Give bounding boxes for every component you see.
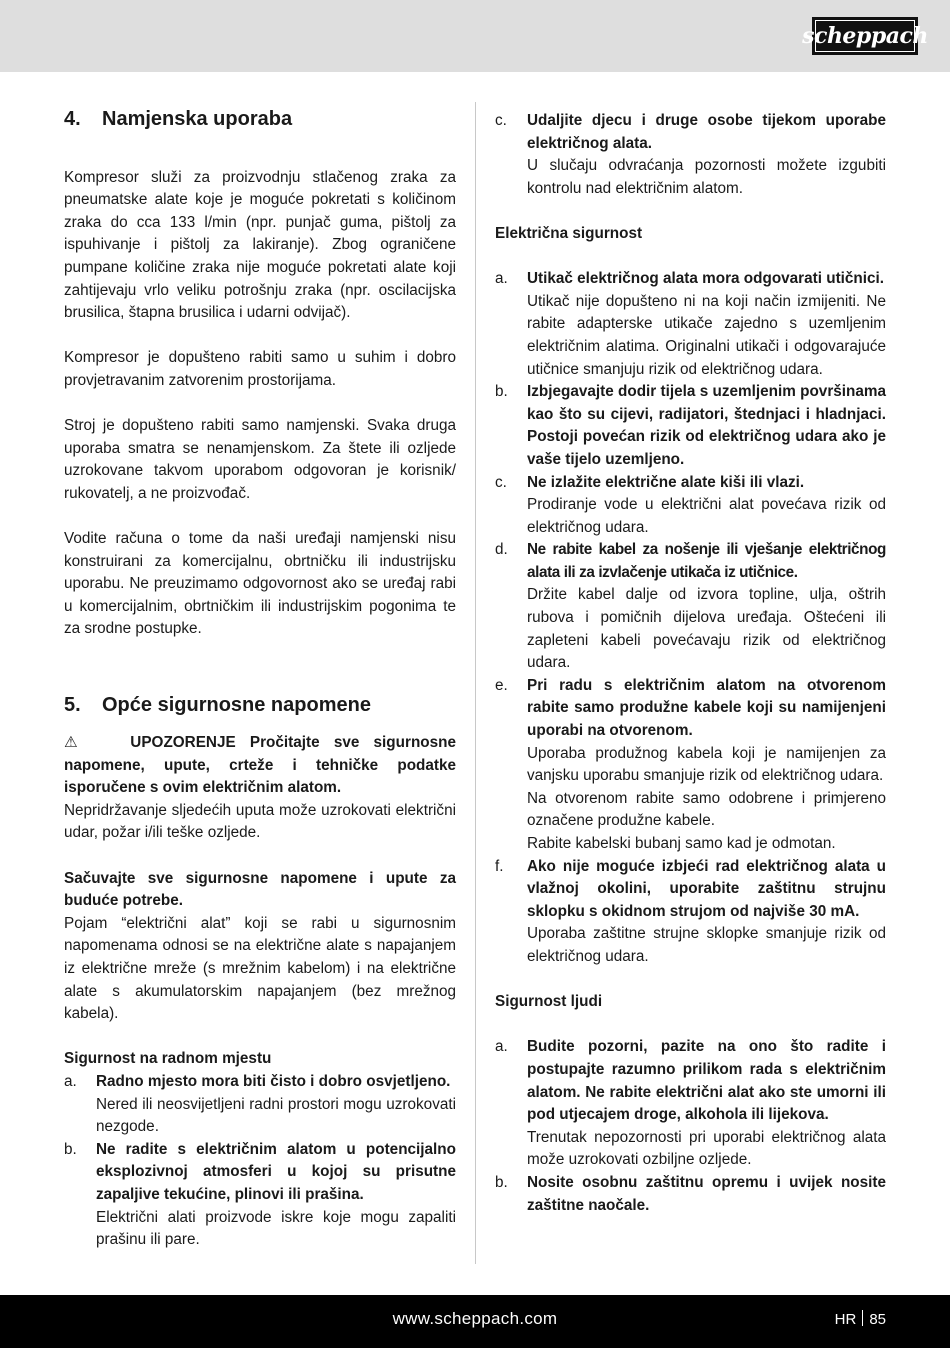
item-bold: Ako nije moguće izbjeći rad električnog alata u vlažnoj okolini, uporabite zaštitnu strujnu sklopku s okidnom strujom od najviše 30 mA.: [527, 857, 886, 920]
item-text: Utikač nije dopušteno ni na koji način izmijeniti. Ne rabite adapterske utikače zajedno s uzemljenim električnim alatima. Originalni utikači i odgovarajuće utičnice smanjuju rizik od električnog udara.: [527, 292, 886, 378]
item-label: a.: [64, 1072, 77, 1090]
item-text: Rabite kabelski bubanj samo kad je odmotan.: [527, 835, 836, 852]
item-bold: Izbjegavajte dodir tijela s uzemljenim površinama kao što su cijevi, radijatori, štednjaci i hladnjaci. Postoji povećan rizik od električnog udara ako je vaše tijelo uzemljeno.: [527, 383, 886, 468]
item-bold: Nosite osobnu zaštitnu opremu i uvijek nosite zaštitne naočale.: [527, 1173, 886, 1214]
item-bold: Ne rabite kabel za nošenje ili vješanje električnog alata ili za izvlačenje utikača iz utičnice.: [527, 541, 886, 581]
warning-icon: ⚠: [64, 734, 88, 752]
list-item: [495, 381, 886, 471]
section-title: Opće sigurnosne napomene: [102, 694, 371, 717]
scheppach-logo: scheppach: [812, 17, 918, 55]
page-indicator: [835, 1310, 886, 1328]
item-label: a.: [495, 1038, 508, 1056]
item-bold: Utikač električnog alata mora odgovarati utičnici.: [527, 270, 885, 288]
list-item: [64, 1071, 456, 1139]
item-text: Držite kabel dalje od izvora topline, ulja, oštrih rubova i pomičnih dijelova uređaja. Oštećeni ili zapleteni kabeli povećavaju rizik od električnog udara.: [527, 586, 886, 672]
item-bold: Pri radu s električnim alatom na otvorenom rabite samo produžne kabele koji su namijenjeni uporabi na otvorenom.: [527, 676, 886, 740]
list-item: [495, 268, 886, 381]
paragraph: Kompresor je dopušteno rabiti samo u suhim i dobro provjetravanim zatvorenim prostorijama.: [64, 349, 456, 389]
item-text: Uporaba produžnog kabela koji je namijenjen za vanjsku uporabu smanjuje rizik od električnog udara.: [527, 744, 886, 785]
language-code: HR: [834, 1311, 857, 1328]
section-number: 5.: [64, 694, 81, 717]
item-label: c.: [495, 112, 507, 129]
item-label: c.: [495, 473, 507, 491]
item-label: b.: [495, 383, 508, 401]
item-text: Uporaba zaštitne strujne sklopke smanjuje rizik od električnog udara.: [527, 925, 886, 965]
section-number: 4.: [64, 108, 81, 130]
item-label: f.: [495, 857, 504, 875]
workplace-safety-title: Sigurnost na radnom mjestu: [64, 1050, 272, 1068]
item-text: Električni alati proizvode iskre koje mogu zapaliti prašinu ili pare.: [96, 1208, 456, 1249]
item-text: Na otvorenom rabite samo odobrene i primjereno označene produžne kabele.: [527, 789, 886, 830]
warning-text: Nepridržavanje sljedećih uputa može uzrokovati električni udar, požar i/ili teške ozljede.: [64, 801, 456, 842]
item-text: Trenutak nepozornosti pri uporabi električnog alata može uzrokovati ozbiljne ozljede.: [527, 1128, 886, 1169]
separator-bar: [862, 1310, 863, 1326]
list-item: [495, 1036, 886, 1172]
page-number: 85: [869, 1311, 886, 1328]
right-column: [495, 110, 886, 1217]
item-text: Prodiranje vode u električni alat povećava rizik od električnog udara.: [527, 496, 886, 536]
list-item: [495, 675, 886, 856]
item-label: b.: [495, 1173, 508, 1191]
warning-bold-text: UPOZORENJE Pročitajte sve sigurnosne napomene, upute, crteže i tehničke podatke isporučene s ovim električnim alatom.: [64, 734, 456, 797]
list-item: [495, 472, 886, 540]
list-item: [495, 539, 886, 675]
electric-safety-title: Električna sigurnost: [495, 224, 643, 242]
keep-instructions-text: Pojam “električni alat” koji se rabi u sigurnosnim napomenama odnosi se na električne alate s napajanjem iz električne mreže (s mrežnim kabelom) i na električne alate s akumulatorskim napajanjem (bez mrežnog kabela).: [64, 914, 456, 1023]
paragraph: Vodite računa o tome da naši uređaji namjenski nisu konstruirani za komercijalnu, obrtničku ili industrijsku uporabu. Ne preuzimamo odgovornost ako se uređaj rabi u komercijalnim, obrtničkim ili industrijskim pogonima te za srodne postupke.: [64, 530, 456, 638]
list-item: [495, 1172, 886, 1217]
item-bold: Budite pozorni, pazite na ono što radite i postupajte razumno prilikom rada s električnim alatom. Ne rabite električni alat ako ste umorni ili pod utjecajem droge, alkohola ili lijekova.: [527, 1038, 886, 1124]
item-text: U slučaju odvraćanja pozornosti možete izgubiti kontrolu nad električnim alatom.: [527, 157, 886, 197]
item-label: d.: [495, 541, 508, 559]
footer-url[interactable]: www.scheppach.com: [392, 1309, 558, 1328]
footer: [0, 1295, 950, 1348]
personal-safety-title: Sigurnost ljudi: [495, 993, 603, 1011]
section-5-heading: [64, 692, 456, 718]
item-bold: Ne izlažite električne alate kiši ili vlazi.: [527, 473, 805, 491]
list-item: [495, 110, 886, 200]
list-item: [495, 856, 886, 969]
item-bold: Radno mjesto mora biti čisto i dobro osvjetljeno.: [96, 1072, 451, 1090]
section-title: Namjenska uporaba: [102, 108, 293, 130]
paragraph: Stroj je dopušteno rabiti samo namjenski. Svaka druga uporaba smatra se nenamjenskom. Za štete ili ozljede uzrokovane takvom uporabom odgovoran je korisnik/ rukovatelj, a ne proizvođač.: [64, 417, 456, 502]
item-bold: Ne radite s električnim alatom u potencijalno eksplozivnoj atmosferi u kojoj su prisutne zapaljive tekućine, plinovi ili prašina.: [96, 1140, 456, 1203]
keep-instructions-heading: Sačuvajte sve sigurnosne napomene i upute za buduće potrebe.: [64, 869, 456, 910]
section-4-heading: [64, 106, 456, 132]
item-bold: Udaljite djecu i druge osobe tijekom uporabe električnog alata.: [527, 112, 886, 152]
item-label: b.: [64, 1140, 77, 1158]
item-label: e.: [495, 676, 508, 694]
item-text: Nered ili neosvijetljeni radni prostori mogu uzrokovati nezgode.: [96, 1095, 456, 1136]
column-divider: [475, 102, 476, 1264]
warning-statement: [64, 732, 456, 800]
list-item: [64, 1139, 456, 1252]
paragraph: Kompresor služi za proizvodnju stlačenog zraka za pneumatske alate koje je moguće pokretati s količinom zraka do cca 133 l/min (npr. punjač guma, pištolj za ispuhivanje i pištolj za lakiranje). Zbog ograničene pumpane količine zraka nije moguće pokretati alate koji zahtijevaju vrlo veliku potrošnju zraka (npr. oscilacijska brusilica, štapna brusilica i udarni odvijač).: [64, 168, 456, 322]
item-label: a.: [495, 270, 508, 288]
left-column: [64, 100, 456, 1252]
